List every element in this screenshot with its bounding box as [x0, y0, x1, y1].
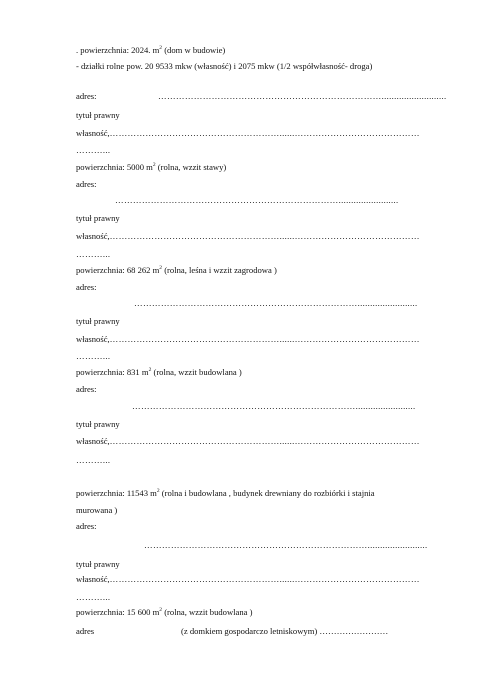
superscript: 2: [159, 265, 163, 272]
area-label: powierzchnia: 15 600 m: [76, 607, 160, 617]
end-dots: ………...: [76, 351, 111, 361]
adres-label: adres:: [76, 179, 97, 189]
adres-dots: …………………………………………………………………..........................: [158, 91, 447, 101]
tytul-label: tytuł prawny: [76, 316, 120, 326]
wlasnosc-dots: …………………………………………………......……………………………………: [109, 128, 420, 138]
tytul-label: tytuł prawny: [76, 559, 120, 569]
tytul-label: tytuł prawny: [76, 419, 120, 429]
area-label: powierzchnia: 5000 m: [76, 162, 153, 172]
area-label: powierzchnia: 11543 m: [76, 488, 157, 498]
powierzchnia-line: [76, 489, 375, 498]
end-dots: ………...: [76, 145, 111, 155]
powierzchnia-line: [76, 368, 242, 377]
superscript: 2: [159, 607, 163, 614]
area-note: (rolna, wzzit budowlana ): [162, 607, 253, 617]
adres-dots: …………………………………………………………………........................: [134, 298, 418, 308]
area-note: (rolna, wzzit stawy): [155, 162, 227, 172]
adres-label: adres: [76, 626, 95, 636]
adres-dots: …………………………………………………………………........................: [132, 401, 416, 411]
superscript: 2: [159, 45, 163, 52]
area-label: powierzchnia: 831 m: [76, 367, 149, 377]
superscript: 2: [152, 162, 156, 169]
powierzchnia-line-2: murowana ): [76, 505, 118, 515]
end-dots: ………...: [76, 455, 111, 465]
adres-label: adres:: [76, 282, 97, 292]
powierzchnia-line: [76, 266, 277, 275]
end-dots: ………...: [76, 592, 111, 602]
wlasnosc-label: własność,: [76, 128, 110, 138]
tytul-label: tytuł prawny: [76, 213, 120, 223]
wlasnosc-dots: …………………………………………………......……………………………………: [109, 436, 420, 446]
superscript: 2: [156, 488, 160, 495]
tytul-label: tytuł prawny: [76, 110, 120, 120]
wlasnosc-dots: …………………………………………………......……………………………………: [109, 334, 420, 344]
superscript: 2: [148, 367, 152, 374]
wlasnosc-label: własność,: [76, 334, 110, 344]
adres-note: (z domkiem gospodarczo letniskowym) ……………………: [181, 626, 389, 636]
wlasnosc-dots: …………………………………………………......……………………………………: [109, 231, 420, 241]
area-note: (rolna i budowlana , budynek drewniany do rozbiórki i stajnia: [159, 488, 375, 498]
area-note: (rolna, wzzit budowlana ): [151, 367, 242, 377]
adres-dots: …………………………………………………………………........................: [144, 540, 428, 550]
area-label: . powierzchnia: 2024. m: [76, 45, 160, 55]
area-note: (rolna, leśna i wzzit zagrodowa ): [162, 265, 277, 275]
wlasnosc-line: [76, 437, 420, 446]
powierzchnia-line: [76, 608, 253, 617]
adres-label: adres:: [76, 91, 97, 101]
adres-label: adres:: [76, 384, 97, 394]
wlasnosc-label: własność,: [76, 231, 110, 241]
wlasnosc-label: własność,: [76, 574, 110, 584]
end-dots: ………...: [76, 249, 111, 259]
header-line-1: [76, 46, 225, 55]
wlasnosc-line: [76, 575, 420, 584]
wlasnosc-line: [76, 335, 420, 344]
powierzchnia-line: [76, 163, 226, 172]
adres-dots: …………………………………………………………………........................: [115, 195, 399, 205]
area-note: (dom w budowie): [162, 45, 226, 55]
header-line-2: - działki rolne pow. 20 9533 mkw (własność) i 2075 mkw (1/2 współwłasność- droga): [76, 61, 373, 71]
wlasnosc-dots: …………………………………………………......……………………………………: [109, 574, 420, 584]
area-label: powierzchnia: 68 262 m: [76, 265, 160, 275]
wlasnosc-line: [76, 232, 420, 241]
wlasnosc-label: własność,: [76, 436, 110, 446]
wlasnosc-line: [76, 129, 420, 138]
adres-label: adres:: [76, 521, 97, 531]
